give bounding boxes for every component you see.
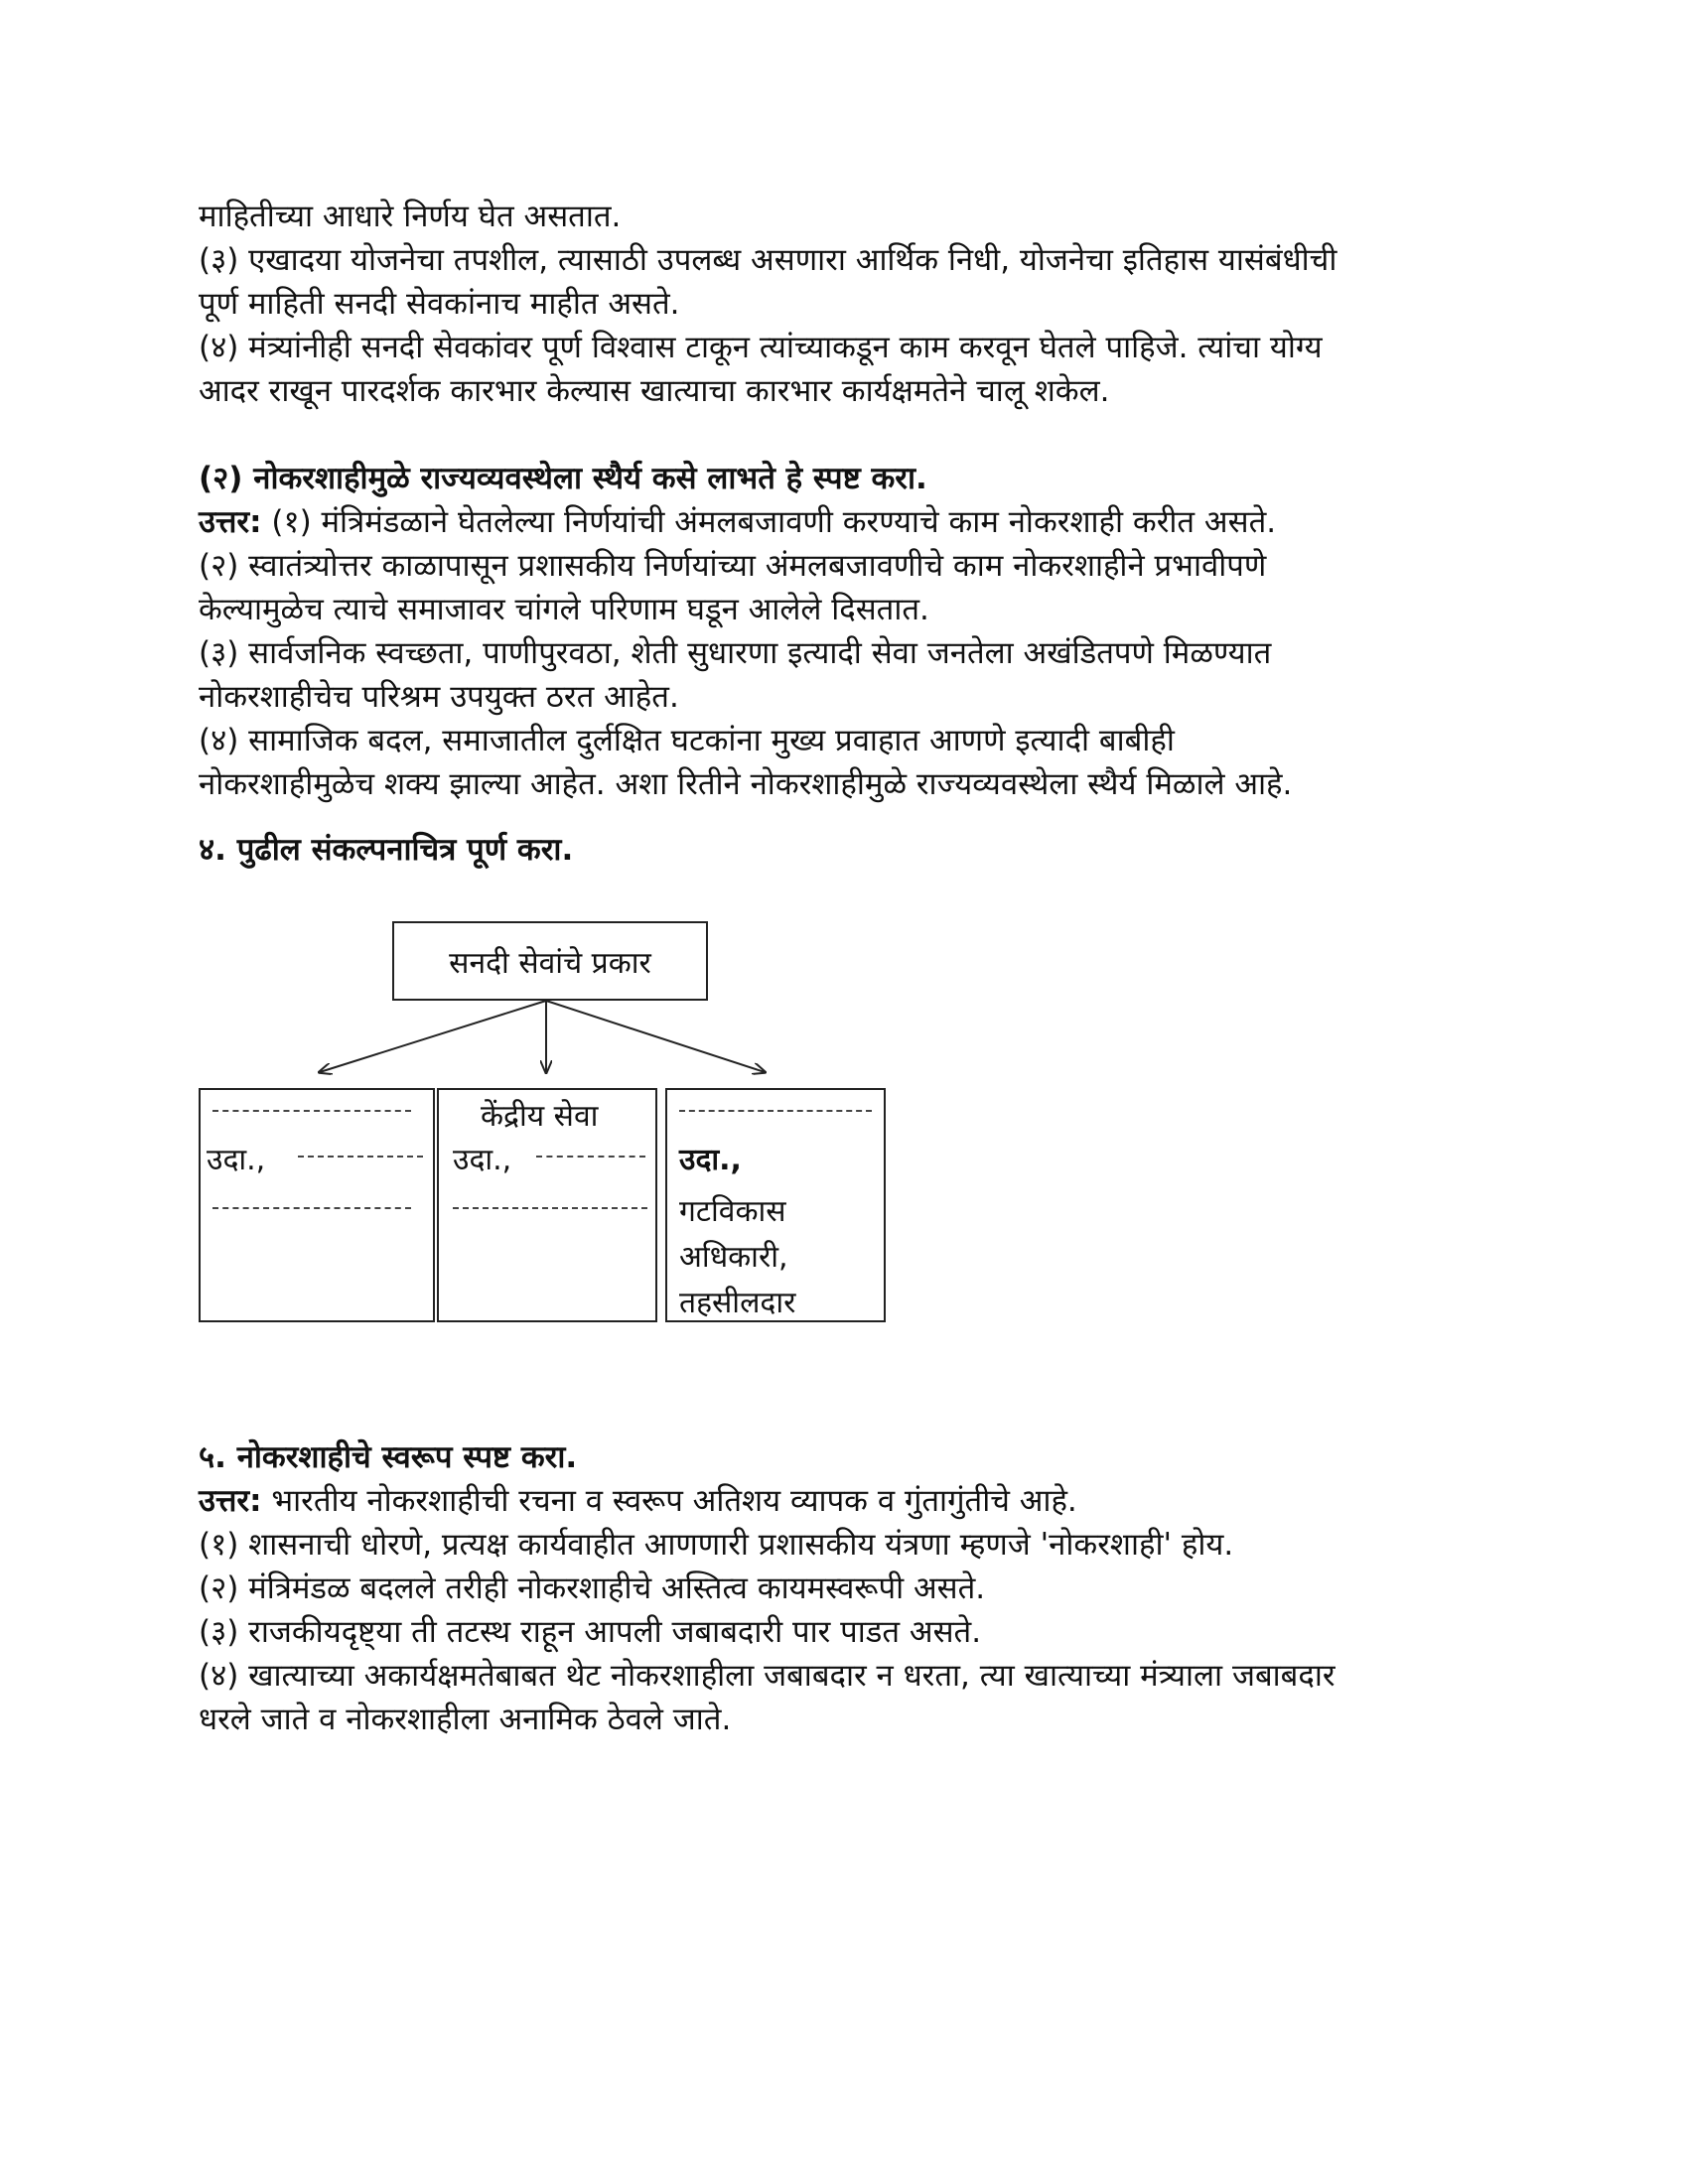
diagram-box-2 [437,1088,657,1322]
blank-line [453,1207,647,1209]
question-5-heading: ५. नोकरशाहीचे स्वरूप स्पष्ट करा. [199,1439,578,1475]
page-body [199,195,1489,872]
question-2-heading: (२) नोकरशाहीमुळे राज्यव्यवस्थेला स्थैर्य कसे लाभते हे स्पष्ट करा. [199,461,927,496]
text-line: नोकरशाहीमुळेच शक्य झाल्या आहेत. अशा रितीने नोकरशाहीमुळे राज्यव्यवस्थेला स्थैर्य मिळाले आहे. [199,766,1293,802]
box-1-example-label: उदा., [207,1143,266,1177]
text-line: नोकरशाहीचेच परिश्रम उपयुक्त ठरत आहेत. [199,679,679,715]
text-line: (३) एखादया योजनेचा तपशील, त्यासाठी उपलब्ध असणारा आर्थिक निधी, योजनेचा इतिहास यासंबंधीची [199,242,1337,278]
box-2-title: केंद्रीय सेवा [481,1099,599,1134]
page-body-lower [199,1435,1489,1741]
answer-label: उत्तर: [199,504,262,540]
diagram-box-3 [665,1088,886,1322]
text-line: (४) खात्याच्या अकार्यक्षमतेबाबत थेट नोकरशाहीला जबाबदार न धरता, त्या खात्याच्या मंत्र्याला जबाबदार [199,1658,1336,1694]
arrow-left [320,1001,546,1072]
text-line: माहितीच्या आधारे निर्णय घेत असतात. [199,199,622,234]
text-line: पूर्ण माहिती सनदी सेवकांनाच माहीत असते. [199,286,680,322]
text-line: (२) मंत्रिमंडळ बदलले तरीही नोकरशाहीचे अस्तित्व कायमस्वरूपी असते. [199,1570,986,1606]
question-2-answer-first [199,500,1489,544]
answer-label: उत्तर: [199,1483,262,1519]
text-line: आदर राखून पारदर्शक कारभार केल्यास खात्याचा कारभार कार्यक्षमतेने चालू शकेल. [199,373,1110,409]
box-3-item: गटविकास [679,1194,786,1229]
text-line: धरले जाते व नोकरशाहीला अनामिक ठेवले जाते. [199,1702,732,1737]
text-line: केल्यामुळेच त्याचे समाजावर चांगले परिणाम घडून आलेले दिसतात. [199,592,929,627]
answer-text: (१) मंत्रिमंडळाने घेतलेल्या निर्णयांची अंमलबजावणी करण्याचे काम नोकरशाही करीत असते. [261,504,1277,540]
text-line: (३) सार्वजनिक स्वच्छता, पाणीपुरवठा, शेती सुधारणा इत्यादी सेवा जनतेला अखंडितपणे मिळण्यात [199,635,1272,671]
box-3-example-label: उदा., [679,1143,742,1177]
answer-text: भारतीय नोकरशाहीची रचना व स्वरूप अतिशय व्यापक व गुंतागुंतीचे आहे. [261,1483,1077,1519]
question-5-answer-first [199,1479,1489,1523]
question-4-heading: ४. पुढील संकल्पनाचित्र पूर्ण करा. [199,832,574,868]
text-line: (२) स्वातंत्र्योत्तर काळापासून प्रशासकीय निर्णयांच्या अंमलबजावणीचे काम नोकरशाहीने प्रभावीपणे [199,548,1267,584]
text-line: (३) राजकीयदृष्ट्या ती तटस्थ राहून आपली जबाबदारी पार पाडत असते. [199,1614,982,1650]
box-2-example-label: उदा., [453,1143,512,1177]
arrow-right [546,1001,765,1072]
blank-line [536,1156,645,1158]
text-line: (४) सामाजिक बदल, समाजातील दुर्लक्षित घटकांना मुख्य प्रवाहात आणणे इत्यादी बाबीही [199,723,1175,758]
blank-line [212,1207,411,1209]
box-3-item: तहसीलदार [679,1286,796,1320]
blank-line [679,1110,872,1112]
diagram-box-1 [199,1088,435,1322]
box-3-item: अधिकारी, [679,1240,788,1275]
concept-diagram [199,921,914,1398]
diagram-root-box: सनदी सेवांचे प्रकार [392,921,708,1001]
blank-line [298,1156,423,1158]
text-line: (४) मंत्र्यांनीही सनदी सेवकांवर पूर्ण विश्वास टाकून त्यांच्याकडून काम करवून घेतले पाहिजे. त्यांचा योग्य [199,330,1323,365]
blank-line [212,1110,411,1112]
text-line: (१) शासनाची धोरणे, प्रत्यक्ष कार्यवाहीत आणणारी प्रशासकीय यंत्रणा म्हणजे 'नोकरशाही' होय. [199,1527,1234,1563]
